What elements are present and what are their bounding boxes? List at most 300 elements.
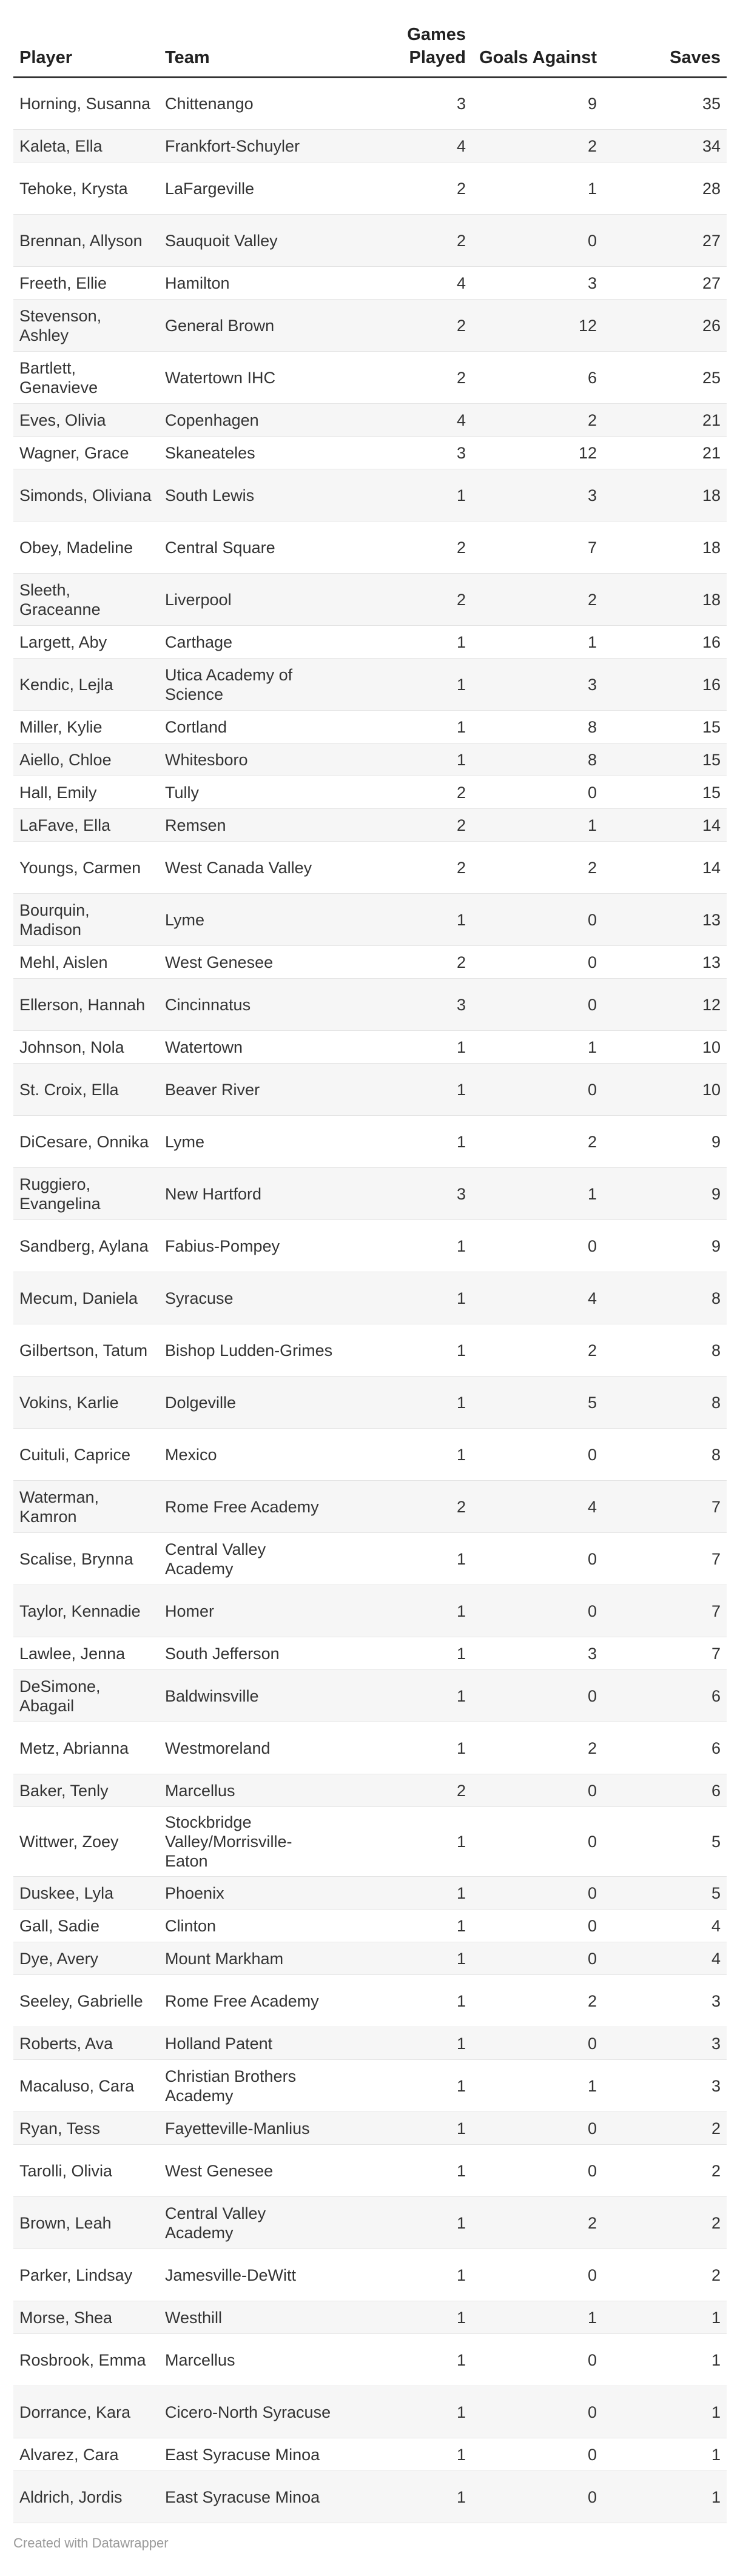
cell-goals-against: 2: [472, 1722, 603, 1774]
header-row: [13, 23, 727, 78]
cell-player: LaFave, Ella: [13, 809, 159, 842]
cell-games-played: 2: [341, 574, 472, 626]
cell-saves: 9: [603, 1168, 727, 1220]
cell-games-played: 1: [341, 2112, 472, 2145]
cell-team: General Brown: [159, 300, 341, 352]
table-row: [13, 1910, 727, 1942]
cell-saves: 9: [603, 1116, 727, 1168]
cell-saves: 2: [603, 2249, 727, 2301]
table-row: [13, 1481, 727, 1533]
cell-team: Marcellus: [159, 1774, 341, 1807]
cell-player: Bartlett, Genavieve: [13, 352, 159, 404]
cell-player: Alvarez, Cara: [13, 2438, 159, 2471]
cell-player: Obey, Madeline: [13, 522, 159, 574]
cell-saves: 9: [603, 1220, 727, 1272]
cell-games-played: 1: [341, 2334, 472, 2386]
cell-games-played: 1: [341, 1064, 472, 1116]
cell-goals-against: 0: [472, 776, 603, 809]
cell-team: Clinton: [159, 1910, 341, 1942]
cell-team: Phoenix: [159, 1877, 341, 1910]
table-row: [13, 1722, 727, 1774]
cell-team: Bishop Ludden-Grimes: [159, 1324, 341, 1377]
cell-games-played: 1: [341, 1533, 472, 1585]
cell-saves: 18: [603, 469, 727, 522]
cell-player: Mecum, Daniela: [13, 1272, 159, 1324]
table-row: [13, 404, 727, 437]
column-header-saves[interactable]: Saves: [603, 23, 727, 78]
cell-games-played: 1: [341, 626, 472, 659]
cell-saves: 8: [603, 1324, 727, 1377]
table-row: [13, 437, 727, 469]
cell-goals-against: 1: [472, 626, 603, 659]
cell-games-played: 2: [341, 1481, 472, 1533]
cell-team: Cortland: [159, 711, 341, 743]
cell-saves: 35: [603, 78, 727, 130]
cell-saves: 3: [603, 2060, 727, 2112]
table-row: [13, 352, 727, 404]
cell-team: Fayetteville-Manlius: [159, 2112, 341, 2145]
column-header-player[interactable]: Player: [13, 23, 159, 78]
cell-saves: 13: [603, 894, 727, 946]
cell-team: Baldwinsville: [159, 1670, 341, 1722]
cell-goals-against: 8: [472, 711, 603, 743]
cell-player: Hall, Emily: [13, 776, 159, 809]
cell-player: Tehoke, Krysta: [13, 163, 159, 215]
cell-team: Central Valley Academy: [159, 2197, 341, 2249]
cell-games-played: 1: [341, 1031, 472, 1064]
cell-goals-against: 4: [472, 1481, 603, 1533]
cell-player: DiCesare, Onnika: [13, 1116, 159, 1168]
cell-goals-against: 0: [472, 2386, 603, 2438]
cell-team: West Genesee: [159, 946, 341, 979]
table-row: [13, 1168, 727, 1220]
cell-team: West Genesee: [159, 2145, 341, 2197]
cell-goals-against: 0: [472, 2112, 603, 2145]
cell-goals-against: 0: [472, 2438, 603, 2471]
cell-player: Vokins, Karlie: [13, 1377, 159, 1429]
table-row: [13, 1877, 727, 1910]
cell-player: Miller, Kylie: [13, 711, 159, 743]
cell-goals-against: 0: [472, 1533, 603, 1585]
cell-player: Kaleta, Ella: [13, 130, 159, 163]
cell-goals-against: 12: [472, 437, 603, 469]
cell-saves: 12: [603, 979, 727, 1031]
cell-games-played: 2: [341, 352, 472, 404]
cell-team: West Canada Valley: [159, 842, 341, 894]
cell-goals-against: 2: [472, 1975, 603, 2027]
cell-goals-against: 1: [472, 163, 603, 215]
cell-goals-against: 0: [472, 1670, 603, 1722]
attribution-footer: Created with Datawrapper: [13, 2535, 169, 2551]
cell-saves: 3: [603, 2027, 727, 2060]
cell-player: Sleeth, Graceanne: [13, 574, 159, 626]
table-row: [13, 1670, 727, 1722]
cell-team: Carthage: [159, 626, 341, 659]
cell-saves: 1: [603, 2334, 727, 2386]
table-row: [13, 946, 727, 979]
cell-team: Skaneateles: [159, 437, 341, 469]
cell-player: Gilbertson, Tatum: [13, 1324, 159, 1377]
cell-team: Remsen: [159, 809, 341, 842]
cell-team: Liverpool: [159, 574, 341, 626]
table-row: [13, 1324, 727, 1377]
cell-goals-against: 3: [472, 267, 603, 300]
cell-saves: 6: [603, 1774, 727, 1807]
cell-goals-against: 0: [472, 1877, 603, 1910]
cell-games-played: 1: [341, 894, 472, 946]
cell-goals-against: 4: [472, 1272, 603, 1324]
cell-goals-against: 12: [472, 300, 603, 352]
cell-team: Tully: [159, 776, 341, 809]
cell-goals-against: 2: [472, 842, 603, 894]
cell-team: Whitesboro: [159, 743, 341, 776]
cell-player: Ryan, Tess: [13, 2112, 159, 2145]
cell-games-played: 3: [341, 1168, 472, 1220]
table-row: [13, 626, 727, 659]
cell-saves: 6: [603, 1670, 727, 1722]
cell-games-played: 2: [341, 163, 472, 215]
cell-saves: 8: [603, 1272, 727, 1324]
table-row: [13, 267, 727, 300]
cell-saves: 16: [603, 659, 727, 711]
cell-games-played: 2: [341, 946, 472, 979]
cell-team: Syracuse: [159, 1272, 341, 1324]
table-row: [13, 2112, 727, 2145]
cell-saves: 7: [603, 1481, 727, 1533]
cell-player: Tarolli, Olivia: [13, 2145, 159, 2197]
cell-team: Jamesville-DeWitt: [159, 2249, 341, 2301]
table-row: [13, 979, 727, 1031]
cell-games-played: 1: [341, 1877, 472, 1910]
cell-goals-against: 8: [472, 743, 603, 776]
cell-goals-against: 1: [472, 1031, 603, 1064]
table-row: [13, 1585, 727, 1637]
cell-team: Mount Markham: [159, 1942, 341, 1975]
cell-team: South Lewis: [159, 469, 341, 522]
cell-games-played: 1: [341, 2386, 472, 2438]
cell-player: Largett, Aby: [13, 626, 159, 659]
cell-goals-against: 0: [472, 1220, 603, 1272]
cell-team: Dolgeville: [159, 1377, 341, 1429]
cell-goals-against: 2: [472, 1324, 603, 1377]
table-row: [13, 1637, 727, 1670]
cell-player: Wagner, Grace: [13, 437, 159, 469]
cell-games-played: 4: [341, 130, 472, 163]
cell-goals-against: 1: [472, 2060, 603, 2112]
cell-games-played: 2: [341, 776, 472, 809]
cell-games-played: 1: [341, 2249, 472, 2301]
cell-games-played: 1: [341, 1942, 472, 1975]
cell-goals-against: 0: [472, 2334, 603, 2386]
table-row: [13, 2471, 727, 2523]
cell-player: Brown, Leah: [13, 2197, 159, 2249]
cell-player: Ellerson, Hannah: [13, 979, 159, 1031]
cell-team: Central Valley Academy: [159, 1533, 341, 1585]
table-row: [13, 163, 727, 215]
table-row: [13, 1942, 727, 1975]
cell-saves: 26: [603, 300, 727, 352]
cell-games-played: 1: [341, 1116, 472, 1168]
table-row: [13, 1064, 727, 1116]
cell-saves: 5: [603, 1877, 727, 1910]
cell-saves: 1: [603, 2386, 727, 2438]
table-row: [13, 743, 727, 776]
table-row: [13, 2386, 727, 2438]
table-row: [13, 1272, 727, 1324]
cell-goals-against: 0: [472, 979, 603, 1031]
cell-goals-against: 1: [472, 2301, 603, 2334]
cell-player: Johnson, Nola: [13, 1031, 159, 1064]
cell-goals-against: 2: [472, 574, 603, 626]
table-row: [13, 2334, 727, 2386]
cell-goals-against: 0: [472, 2145, 603, 2197]
cell-games-played: 1: [341, 1220, 472, 1272]
cell-saves: 14: [603, 809, 727, 842]
cell-player: Macaluso, Cara: [13, 2060, 159, 2112]
cell-saves: 2: [603, 2197, 727, 2249]
cell-goals-against: 1: [472, 1168, 603, 1220]
cell-saves: 2: [603, 2145, 727, 2197]
cell-player: Lawlee, Jenna: [13, 1637, 159, 1670]
table-row: [13, 2027, 727, 2060]
cell-games-played: 1: [341, 1585, 472, 1637]
cell-player: Freeth, Ellie: [13, 267, 159, 300]
cell-games-played: 1: [341, 1722, 472, 1774]
cell-saves: 13: [603, 946, 727, 979]
cell-goals-against: 2: [472, 130, 603, 163]
cell-team: Stockbridge Valley/Morrisville-Eaton: [159, 1807, 341, 1877]
cell-team: Fabius-Pompey: [159, 1220, 341, 1272]
cell-player: Youngs, Carmen: [13, 842, 159, 894]
cell-team: LaFargeville: [159, 163, 341, 215]
cell-player: Waterman, Kamron: [13, 1481, 159, 1533]
cell-games-played: 1: [341, 2145, 472, 2197]
cell-saves: 16: [603, 626, 727, 659]
cell-player: Aiello, Chloe: [13, 743, 159, 776]
cell-team: Chittenango: [159, 78, 341, 130]
cell-saves: 7: [603, 1533, 727, 1585]
table-row: [13, 894, 727, 946]
cell-player: Wittwer, Zoey: [13, 1807, 159, 1877]
cell-team: Holland Patent: [159, 2027, 341, 2060]
cell-goals-against: 0: [472, 1942, 603, 1975]
cell-saves: 7: [603, 1637, 727, 1670]
cell-team: Central Square: [159, 522, 341, 574]
cell-team: Westmoreland: [159, 1722, 341, 1774]
cell-player: Morse, Shea: [13, 2301, 159, 2334]
table-row: [13, 1377, 727, 1429]
cell-games-played: 1: [341, 1272, 472, 1324]
cell-player: Ruggiero, Evangelina: [13, 1168, 159, 1220]
cell-saves: 5: [603, 1807, 727, 1877]
cell-games-played: 1: [341, 711, 472, 743]
cell-games-played: 1: [341, 1975, 472, 2027]
table-row: [13, 1429, 727, 1481]
cell-saves: 4: [603, 1910, 727, 1942]
cell-team: New Hartford: [159, 1168, 341, 1220]
cell-games-played: 1: [341, 1637, 472, 1670]
cell-team: Watertown IHC: [159, 352, 341, 404]
table-row: [13, 78, 727, 130]
table-row: [13, 130, 727, 163]
cell-player: Sandberg, Aylana: [13, 1220, 159, 1272]
cell-games-played: 1: [341, 469, 472, 522]
table-row: [13, 1031, 727, 1064]
cell-games-played: 1: [341, 1429, 472, 1481]
cell-player: Kendic, Lejla: [13, 659, 159, 711]
cell-games-played: 3: [341, 437, 472, 469]
cell-saves: 34: [603, 130, 727, 163]
table-row: [13, 2145, 727, 2197]
cell-goals-against: 2: [472, 404, 603, 437]
cell-saves: 14: [603, 842, 727, 894]
cell-games-played: 1: [341, 2301, 472, 2334]
cell-player: DeSimone, Abagail: [13, 1670, 159, 1722]
cell-games-played: 2: [341, 215, 472, 267]
table-row: [13, 300, 727, 352]
cell-saves: 6: [603, 1722, 727, 1774]
table-row: [13, 1975, 727, 2027]
cell-player: St. Croix, Ella: [13, 1064, 159, 1116]
cell-team: South Jefferson: [159, 1637, 341, 1670]
table-row: [13, 215, 727, 267]
cell-player: Dorrance, Kara: [13, 2386, 159, 2438]
cell-games-played: 3: [341, 979, 472, 1031]
cell-games-played: 1: [341, 2060, 472, 2112]
cell-player: Brennan, Allyson: [13, 215, 159, 267]
cell-games-played: 1: [341, 2438, 472, 2471]
table-row: [13, 809, 727, 842]
cell-player: Cuituli, Caprice: [13, 1429, 159, 1481]
cell-goals-against: 7: [472, 522, 603, 574]
cell-team: Mexico: [159, 1429, 341, 1481]
cell-player: Eves, Olivia: [13, 404, 159, 437]
cell-player: Bourquin, Madison: [13, 894, 159, 946]
table-row: [13, 574, 727, 626]
cell-saves: 7: [603, 1585, 727, 1637]
cell-team: Christian Brothers Academy: [159, 2060, 341, 2112]
cell-team: Copenhagen: [159, 404, 341, 437]
cell-team: Beaver River: [159, 1064, 341, 1116]
cell-goals-against: 5: [472, 1377, 603, 1429]
column-header-games-played[interactable]: Games Played: [341, 23, 472, 78]
cell-player: Duskee, Lyla: [13, 1877, 159, 1910]
cell-team: East Syracuse Minoa: [159, 2438, 341, 2471]
cell-games-played: 2: [341, 522, 472, 574]
table-row: [13, 776, 727, 809]
cell-player: Simonds, Oliviana: [13, 469, 159, 522]
cell-team: Marcellus: [159, 2334, 341, 2386]
cell-saves: 4: [603, 1942, 727, 1975]
cell-team: Homer: [159, 1585, 341, 1637]
table-body: [13, 78, 727, 2523]
table-header: [13, 23, 727, 78]
cell-saves: 21: [603, 404, 727, 437]
cell-saves: 10: [603, 1064, 727, 1116]
cell-player: Baker, Tenly: [13, 1774, 159, 1807]
cell-player: Scalise, Brynna: [13, 1533, 159, 1585]
cell-games-played: 1: [341, 659, 472, 711]
cell-team: Utica Academy of Science: [159, 659, 341, 711]
cell-goals-against: 0: [472, 894, 603, 946]
cell-saves: 8: [603, 1377, 727, 1429]
cell-goals-against: 3: [472, 469, 603, 522]
table-row: [13, 1533, 727, 1585]
cell-games-played: 4: [341, 404, 472, 437]
table-row: [13, 2301, 727, 2334]
cell-player: Parker, Lindsay: [13, 2249, 159, 2301]
table-row: [13, 522, 727, 574]
cell-games-played: 1: [341, 1324, 472, 1377]
cell-team: Cicero-North Syracuse: [159, 2386, 341, 2438]
cell-games-played: 2: [341, 842, 472, 894]
table-row: [13, 842, 727, 894]
cell-games-played: 1: [341, 1377, 472, 1429]
cell-goals-against: 0: [472, 1585, 603, 1637]
column-header-team[interactable]: Team: [159, 23, 341, 78]
cell-goals-against: 0: [472, 946, 603, 979]
cell-player: Stevenson, Ashley: [13, 300, 159, 352]
cell-team: Sauquoit Valley: [159, 215, 341, 267]
table-row: [13, 2060, 727, 2112]
table-row: [13, 2197, 727, 2249]
table-row: [13, 1116, 727, 1168]
cell-goals-against: 0: [472, 1429, 603, 1481]
cell-player: Seeley, Gabrielle: [13, 1975, 159, 2027]
cell-saves: 27: [603, 215, 727, 267]
cell-saves: 2: [603, 2112, 727, 2145]
cell-goals-against: 0: [472, 1807, 603, 1877]
column-header-goals-against[interactable]: Goals Against: [472, 23, 603, 78]
cell-player: Gall, Sadie: [13, 1910, 159, 1942]
cell-player: Taylor, Kennadie: [13, 1585, 159, 1637]
cell-player: Metz, Abrianna: [13, 1722, 159, 1774]
cell-team: Hamilton: [159, 267, 341, 300]
cell-saves: 25: [603, 352, 727, 404]
cell-goals-against: 0: [472, 2027, 603, 2060]
cell-goals-against: 0: [472, 2471, 603, 2523]
cell-goals-against: 2: [472, 1116, 603, 1168]
cell-goals-against: 3: [472, 1637, 603, 1670]
cell-team: Frankfort-Schuyler: [159, 130, 341, 163]
goalie-stats-table: [13, 23, 727, 2523]
cell-games-played: 1: [341, 743, 472, 776]
table-row: [13, 2249, 727, 2301]
cell-team: East Syracuse Minoa: [159, 2471, 341, 2523]
cell-goals-against: 0: [472, 1910, 603, 1942]
cell-goals-against: 3: [472, 659, 603, 711]
cell-team: Westhill: [159, 2301, 341, 2334]
cell-saves: 15: [603, 711, 727, 743]
cell-team: Lyme: [159, 1116, 341, 1168]
cell-games-played: 1: [341, 2027, 472, 2060]
cell-saves: 18: [603, 574, 727, 626]
cell-goals-against: 2: [472, 2197, 603, 2249]
cell-player: Rosbrook, Emma: [13, 2334, 159, 2386]
cell-goals-against: 0: [472, 215, 603, 267]
cell-team: Lyme: [159, 894, 341, 946]
table-row: [13, 1807, 727, 1877]
cell-goals-against: 6: [472, 352, 603, 404]
cell-saves: 28: [603, 163, 727, 215]
cell-games-played: 1: [341, 2471, 472, 2523]
cell-team: Rome Free Academy: [159, 1481, 341, 1533]
cell-goals-against: 0: [472, 1774, 603, 1807]
cell-games-played: 3: [341, 78, 472, 130]
cell-games-played: 1: [341, 2197, 472, 2249]
cell-games-played: 1: [341, 1910, 472, 1942]
cell-player: Aldrich, Jordis: [13, 2471, 159, 2523]
